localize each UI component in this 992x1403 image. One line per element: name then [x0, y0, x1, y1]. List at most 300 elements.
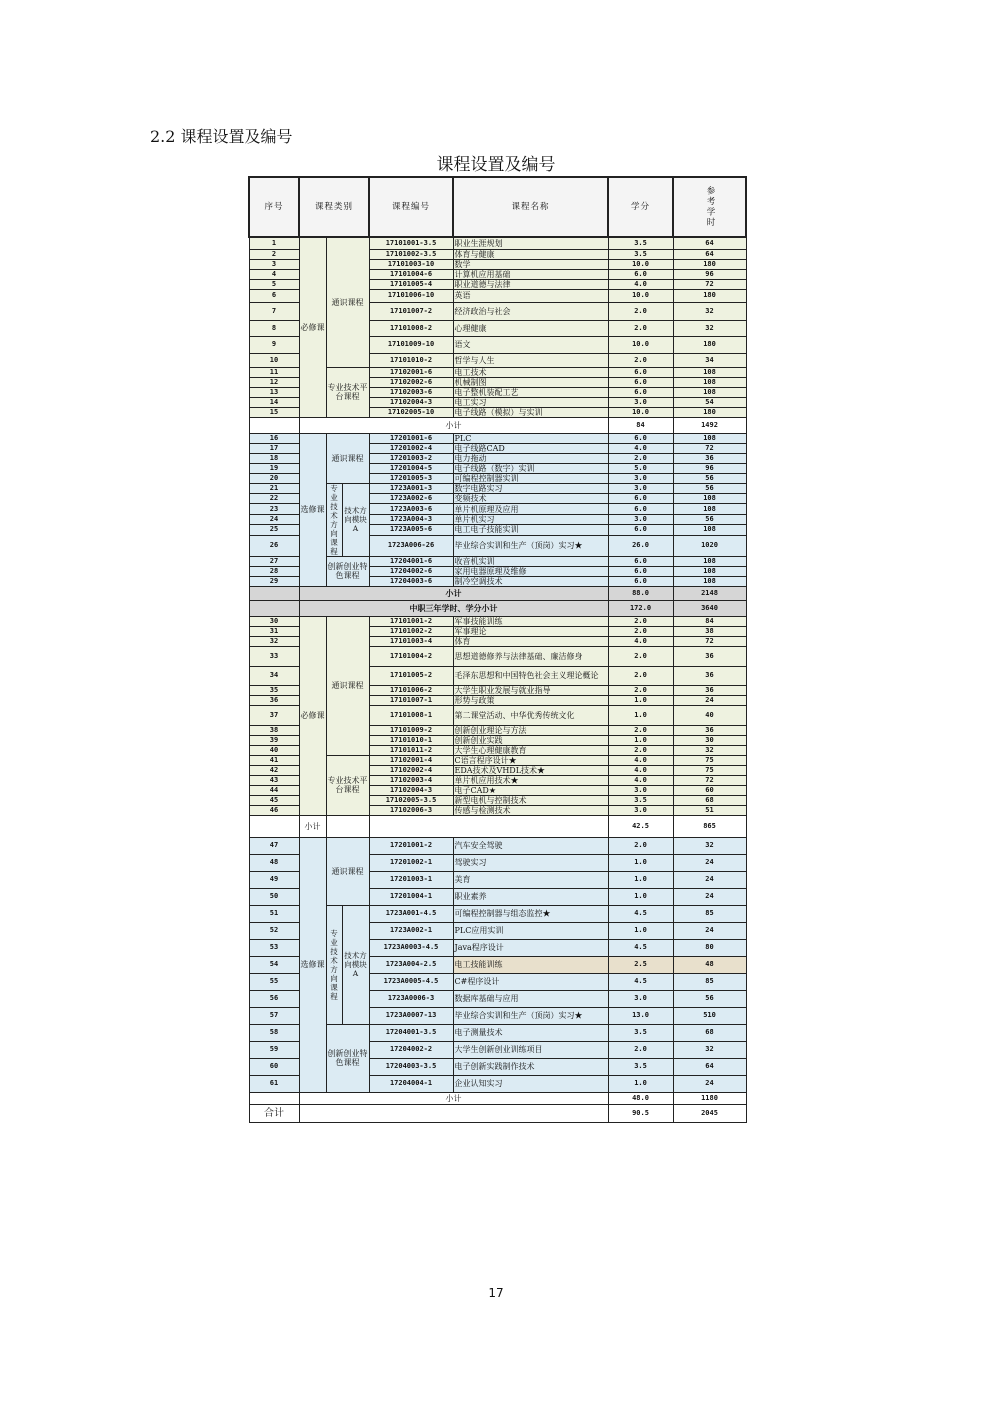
- row-no: 58: [249, 1024, 299, 1041]
- row-hours: 36: [673, 646, 746, 666]
- row-name: 数据库基础与应用: [453, 990, 608, 1007]
- row-no: 54: [249, 956, 299, 973]
- row-credit: 1.0: [608, 735, 673, 745]
- row-no: 45: [249, 795, 299, 805]
- row-code: 1723A0006-3: [369, 990, 453, 1007]
- row-code: 17101002-2: [369, 626, 453, 636]
- row-name: 体育与健康: [453, 249, 608, 259]
- row-hours: 68: [673, 795, 746, 805]
- row-name: 大学生创新创业训练项目: [453, 1041, 608, 1058]
- row-no: 6: [249, 289, 299, 302]
- row-credit: 3.0: [608, 483, 673, 493]
- row-hours: 1020: [673, 535, 746, 556]
- row-credit: 6.0: [608, 377, 673, 387]
- category-cell: 通识课程: [326, 237, 369, 367]
- category-cell: 必修课: [299, 237, 326, 417]
- category-cell: 通识课程: [326, 433, 369, 483]
- row-name: 美育: [453, 871, 608, 888]
- row-credit: 3.0: [608, 990, 673, 1007]
- row-hours: 180: [673, 259, 746, 269]
- row-name: 可编程控制器与组态监控★: [453, 905, 608, 922]
- row-no: 26: [249, 535, 299, 556]
- row-hours: 108: [673, 566, 746, 576]
- row-name: PLC应用实训: [453, 922, 608, 939]
- row-code: 17101008-2: [369, 320, 453, 336]
- row-credit: 1.0: [608, 1075, 673, 1092]
- row-credit: 2.0: [608, 685, 673, 695]
- row-credit: 4.5: [608, 939, 673, 956]
- subtotal-blank: [299, 1104, 608, 1122]
- subtotal-hours: 1492: [673, 417, 746, 433]
- row-credit: 2.0: [608, 646, 673, 666]
- header-hours: 参考学时: [673, 177, 746, 237]
- row-credit: 3.0: [608, 397, 673, 407]
- row-credit: 2.0: [608, 626, 673, 636]
- row-code: 1723A001-3: [369, 483, 453, 493]
- row-name: 毛泽东思想和中国特色社会主义理论概论: [453, 666, 608, 685]
- row-name: 体育: [453, 636, 608, 646]
- row-name: 电力拖动: [453, 453, 608, 463]
- header-no: 序号: [249, 177, 299, 237]
- row-credit: 6.0: [608, 504, 673, 514]
- category-cell: 选修课: [299, 433, 326, 586]
- row-hours: 108: [673, 367, 746, 377]
- row-hours: 72: [673, 443, 746, 453]
- row-hours: 84: [673, 616, 746, 626]
- subtotal-no: [249, 600, 299, 616]
- row-code: 17102002-4: [369, 765, 453, 775]
- row-no: 10: [249, 353, 299, 367]
- category-cell: 技术方向模块A: [342, 905, 369, 1024]
- row-name: C语言程序设计★: [453, 755, 608, 765]
- row-code: 17201003-1: [369, 871, 453, 888]
- header-row: [249, 177, 746, 237]
- subtotal-credit: 48.0: [608, 1092, 673, 1104]
- course-table: [248, 176, 747, 1123]
- row-name: 经济政治与社会: [453, 302, 608, 320]
- row-hours: 38: [673, 626, 746, 636]
- subtotal-label: 中职三年学时、学分小计: [299, 600, 608, 616]
- row-hours: 24: [673, 871, 746, 888]
- row-hours: 36: [673, 685, 746, 695]
- row-name: 收音机实训: [453, 556, 608, 566]
- row-hours: 72: [673, 775, 746, 785]
- row-name: 机械制图: [453, 377, 608, 387]
- row-credit: 10.0: [608, 289, 673, 302]
- row-credit: 3.0: [608, 473, 673, 483]
- row-hours: 51: [673, 805, 746, 815]
- row-code: 17101005-4: [369, 279, 453, 289]
- row-name: 驾驶实习: [453, 854, 608, 871]
- row-credit: 3.0: [608, 785, 673, 795]
- row-hours: 64: [673, 249, 746, 259]
- row-name: 汽车安全驾驶: [453, 837, 608, 854]
- subtotal-row: [249, 417, 746, 433]
- row-hours: 24: [673, 888, 746, 905]
- row-name: 制冷空调技术: [453, 576, 608, 586]
- row-credit: 3.0: [608, 805, 673, 815]
- row-name: Java程序设计: [453, 939, 608, 956]
- row-no: 32: [249, 636, 299, 646]
- row-credit: 4.0: [608, 279, 673, 289]
- row-name: 单片机应用技术★: [453, 775, 608, 785]
- row-credit: 4.0: [608, 443, 673, 453]
- row-credit: 4.5: [608, 905, 673, 922]
- subtotal-label: 小计: [299, 417, 608, 433]
- row-name: 传感与检测技术: [453, 805, 608, 815]
- row-code: 17101010-1: [369, 735, 453, 745]
- subtotal-credit: 84: [608, 417, 673, 433]
- row-no: 61: [249, 1075, 299, 1092]
- category-cell: 通识课程: [326, 837, 369, 905]
- row-hours: 32: [673, 837, 746, 854]
- row-name: 思想道德修养与法律基础、廉洁修身: [453, 646, 608, 666]
- row-hours: 24: [673, 1075, 746, 1092]
- row-code: 1723A002-1: [369, 922, 453, 939]
- row-hours: 64: [673, 1058, 746, 1075]
- table-row: [249, 237, 746, 249]
- row-credit: 4.0: [608, 775, 673, 785]
- row-credit: 10.0: [608, 407, 673, 417]
- row-name: 心理健康: [453, 320, 608, 336]
- row-no: 22: [249, 493, 299, 503]
- row-code: 17101006-2: [369, 685, 453, 695]
- row-no: 57: [249, 1007, 299, 1024]
- category-cell: 创新创业特色课程: [326, 556, 369, 586]
- row-credit: 5.0: [608, 463, 673, 473]
- row-credit: 3.0: [608, 514, 673, 524]
- row-no: 38: [249, 725, 299, 735]
- row-code: 17201001-6: [369, 433, 453, 443]
- row-no: 40: [249, 745, 299, 755]
- row-credit: 2.0: [608, 453, 673, 463]
- section-title: 2.2 课程设置及编号: [150, 127, 293, 146]
- row-credit: 3.5: [608, 1058, 673, 1075]
- row-no: 12: [249, 377, 299, 387]
- row-name: 新型电机与控制技术: [453, 795, 608, 805]
- subtotal-row: [249, 600, 746, 616]
- subtotal-credit: 172.0: [608, 600, 673, 616]
- subtotal-label: 小计: [299, 586, 608, 600]
- subtotal-credit: 42.5: [608, 815, 673, 837]
- row-code: 17201003-2: [369, 453, 453, 463]
- row-credit: 2.5: [608, 956, 673, 973]
- row-name: 英语: [453, 289, 608, 302]
- row-code: 17101007-2: [369, 302, 453, 320]
- row-hours: 85: [673, 905, 746, 922]
- row-hours: 56: [673, 990, 746, 1007]
- row-credit: 3.5: [608, 237, 673, 249]
- row-code: 17101002-3.5: [369, 249, 453, 259]
- row-code: 17204001-3.5: [369, 1024, 453, 1041]
- row-code: 17201002-4: [369, 443, 453, 453]
- row-no: 1: [249, 237, 299, 249]
- row-hours: 56: [673, 483, 746, 493]
- row-name: 可编程控制器实训: [453, 473, 608, 483]
- row-credit: 2.0: [608, 725, 673, 735]
- row-no: 7: [249, 302, 299, 320]
- row-no: 51: [249, 905, 299, 922]
- row-name: 电子线路CAD: [453, 443, 608, 453]
- row-code: 17204003-6: [369, 576, 453, 586]
- row-hours: 68: [673, 1024, 746, 1041]
- category-cell: 创新创业特色课程: [326, 1024, 369, 1092]
- row-code: 17102003-4: [369, 775, 453, 785]
- subtotal-no: [249, 417, 299, 433]
- row-hours: 32: [673, 745, 746, 755]
- row-hours: 24: [673, 922, 746, 939]
- row-name: PLC: [453, 433, 608, 443]
- row-no: 48: [249, 854, 299, 871]
- row-hours: 30: [673, 735, 746, 745]
- row-credit: 6.0: [608, 566, 673, 576]
- row-no: 50: [249, 888, 299, 905]
- row-credit: 2.0: [608, 616, 673, 626]
- row-name: 语文: [453, 336, 608, 353]
- row-name: 职业生涯规划: [453, 237, 608, 249]
- row-code: 1723A002-6: [369, 493, 453, 503]
- row-credit: 26.0: [608, 535, 673, 556]
- row-hours: 32: [673, 320, 746, 336]
- row-no: 53: [249, 939, 299, 956]
- row-no: 11: [249, 367, 299, 377]
- subtotal-no: [249, 815, 299, 837]
- row-no: 44: [249, 785, 299, 795]
- row-credit: 3.5: [608, 795, 673, 805]
- row-name: 职业素养: [453, 888, 608, 905]
- subtotal-hours: 2148: [673, 586, 746, 600]
- row-hours: 180: [673, 336, 746, 353]
- row-name: 大学生心理健康教育: [453, 745, 608, 755]
- row-no: 34: [249, 666, 299, 685]
- row-code: 17101006-10: [369, 289, 453, 302]
- row-name: 单片机实习: [453, 514, 608, 524]
- row-credit: 10.0: [608, 259, 673, 269]
- category-cell: 必修课: [299, 616, 326, 815]
- subtotal-hours: 3640: [673, 600, 746, 616]
- row-name: C#程序设计: [453, 973, 608, 990]
- subtotal-label: 小计: [299, 1092, 608, 1104]
- row-no: 3: [249, 259, 299, 269]
- row-hours: 510: [673, 1007, 746, 1024]
- row-hours: 56: [673, 473, 746, 483]
- row-code: 17101004-6: [369, 269, 453, 279]
- row-no: 5: [249, 279, 299, 289]
- row-name: 形势与政策: [453, 695, 608, 705]
- row-no: 18: [249, 453, 299, 463]
- row-name: 变频技术: [453, 493, 608, 503]
- subtotal-blank: [369, 815, 608, 837]
- row-hours: 60: [673, 785, 746, 795]
- row-hours: 36: [673, 453, 746, 463]
- row-no: 27: [249, 556, 299, 566]
- row-no: 20: [249, 473, 299, 483]
- row-hours: 75: [673, 765, 746, 775]
- row-name: 电工技术: [453, 367, 608, 377]
- subtotal-row: [249, 586, 746, 600]
- table-row: [249, 616, 746, 626]
- row-no: 59: [249, 1041, 299, 1058]
- row-no: 25: [249, 525, 299, 535]
- row-code: 17101009-10: [369, 336, 453, 353]
- row-no: 30: [249, 616, 299, 626]
- row-hours: 40: [673, 705, 746, 725]
- row-name: 创新创业实践: [453, 735, 608, 745]
- row-hours: 24: [673, 854, 746, 871]
- row-credit: 6.0: [608, 269, 673, 279]
- row-name: 哲学与人生: [453, 353, 608, 367]
- row-code: 17204002-6: [369, 566, 453, 576]
- row-credit: 6.0: [608, 367, 673, 377]
- row-credit: 6.0: [608, 576, 673, 586]
- header-code: 课程编号: [369, 177, 453, 237]
- row-credit: 6.0: [608, 525, 673, 535]
- row-name: 第二课堂活动、中华优秀传统文化: [453, 705, 608, 725]
- row-no: 9: [249, 336, 299, 353]
- row-no: 56: [249, 990, 299, 1007]
- row-code: 17101011-2: [369, 745, 453, 755]
- row-name: 毕业综合实训和生产（顶岗）实习★: [453, 1007, 608, 1024]
- row-credit: 1.0: [608, 888, 673, 905]
- row-no: 8: [249, 320, 299, 336]
- row-hours: 80: [673, 939, 746, 956]
- row-hours: 72: [673, 636, 746, 646]
- row-name: 创新创业理论与方法: [453, 725, 608, 735]
- row-hours: 108: [673, 387, 746, 397]
- row-name: 电工实习: [453, 397, 608, 407]
- row-hours: 32: [673, 1041, 746, 1058]
- row-name: 电子整机装配工艺: [453, 387, 608, 397]
- subtotal-row: [249, 1092, 746, 1104]
- subtotal-hours: 1180: [673, 1092, 746, 1104]
- row-no: 42: [249, 765, 299, 775]
- row-code: 17101003-4: [369, 636, 453, 646]
- row-code: 17102002-6: [369, 377, 453, 387]
- row-credit: 2.0: [608, 837, 673, 854]
- row-name: 企业认知实习: [453, 1075, 608, 1092]
- row-hours: 96: [673, 269, 746, 279]
- row-code: 17201001-2: [369, 837, 453, 854]
- row-no: 52: [249, 922, 299, 939]
- row-code: 17204004-1: [369, 1075, 453, 1092]
- row-hours: 75: [673, 755, 746, 765]
- row-name: 职业道德与法律: [453, 279, 608, 289]
- row-hours: 36: [673, 666, 746, 685]
- row-no: 2: [249, 249, 299, 259]
- row-code: 1723A0005-4.5: [369, 973, 453, 990]
- row-code: 17101001-2: [369, 616, 453, 626]
- row-credit: 13.0: [608, 1007, 673, 1024]
- row-name: 大学生职业发展与就业指导: [453, 685, 608, 695]
- row-name: 电子CAD★: [453, 785, 608, 795]
- row-no: 43: [249, 775, 299, 785]
- row-no: 47: [249, 837, 299, 854]
- row-no: 15: [249, 407, 299, 417]
- row-name: 军事技能训练: [453, 616, 608, 626]
- row-no: 14: [249, 397, 299, 407]
- subtotal-row: [249, 1104, 746, 1122]
- row-credit: 2.0: [608, 353, 673, 367]
- subtotal-no: [249, 586, 299, 600]
- row-credit: 3.5: [608, 1024, 673, 1041]
- row-code: 1723A0007-13: [369, 1007, 453, 1024]
- row-hours: 64: [673, 237, 746, 249]
- row-code: 17101010-2: [369, 353, 453, 367]
- row-name: 电工电子技能实训: [453, 525, 608, 535]
- row-no: 46: [249, 805, 299, 815]
- row-code: 17101008-1: [369, 705, 453, 725]
- row-hours: 72: [673, 279, 746, 289]
- row-code: 17204003-3.5: [369, 1058, 453, 1075]
- row-name: 数字电路实习: [453, 483, 608, 493]
- row-hours: 108: [673, 576, 746, 586]
- row-no: 16: [249, 433, 299, 443]
- row-credit: 1.0: [608, 922, 673, 939]
- row-hours: 180: [673, 407, 746, 417]
- row-name: 计算机应用基础: [453, 269, 608, 279]
- row-credit: 3.5: [608, 249, 673, 259]
- row-code: 17101009-2: [369, 725, 453, 735]
- row-hours: 48: [673, 956, 746, 973]
- row-code: 1723A001-4.5: [369, 905, 453, 922]
- header-name: 课程名称: [453, 177, 608, 237]
- row-code: 1723A0003-4.5: [369, 939, 453, 956]
- category-cell: 专业技术平台课程: [326, 367, 369, 417]
- row-no: 33: [249, 646, 299, 666]
- row-no: 36: [249, 695, 299, 705]
- row-credit: 6.0: [608, 433, 673, 443]
- subtotal-credit: 88.0: [608, 586, 673, 600]
- table-title: 课程设置及编号: [436, 155, 556, 175]
- page-number: 17: [488, 1286, 504, 1300]
- row-no: 49: [249, 871, 299, 888]
- row-no: 37: [249, 705, 299, 725]
- category-cell: 通识课程: [326, 616, 369, 755]
- row-credit: 2.0: [608, 666, 673, 685]
- row-code: 1723A004-2.5: [369, 956, 453, 973]
- row-credit: 4.0: [608, 765, 673, 775]
- subtotal-hours: 865: [673, 815, 746, 837]
- row-hours: 96: [673, 463, 746, 473]
- row-credit: 2.0: [608, 1041, 673, 1058]
- subtotal-label: 合计: [249, 1104, 299, 1122]
- subtotal-hours: 2045: [673, 1104, 746, 1122]
- row-name: 电子测量技术: [453, 1024, 608, 1041]
- header-credit: 学分: [608, 177, 673, 237]
- row-code: 1723A004-3: [369, 514, 453, 524]
- category-cell: 技术方向模块A: [342, 483, 369, 556]
- row-code: 17101001-3.5: [369, 237, 453, 249]
- row-code: 17101003-10: [369, 259, 453, 269]
- row-code: 17101004-2: [369, 646, 453, 666]
- row-name: 电子线路（数字）实训: [453, 463, 608, 473]
- category-cell: 选修课: [299, 837, 326, 1092]
- row-code: 17201004-1: [369, 888, 453, 905]
- row-code: 17204001-6: [369, 556, 453, 566]
- table-row: [249, 837, 746, 854]
- row-hours: 56: [673, 514, 746, 524]
- row-credit: 2.0: [608, 320, 673, 336]
- row-no: 31: [249, 626, 299, 636]
- subtotal-credit: 90.5: [608, 1104, 673, 1122]
- row-credit: 10.0: [608, 336, 673, 353]
- row-name: 电子线路（模拟）与实训: [453, 407, 608, 417]
- row-hours: 108: [673, 433, 746, 443]
- row-code: 17201002-1: [369, 854, 453, 871]
- row-credit: 2.0: [608, 745, 673, 755]
- row-credit: 1.0: [608, 695, 673, 705]
- row-credit: 1.0: [608, 705, 673, 725]
